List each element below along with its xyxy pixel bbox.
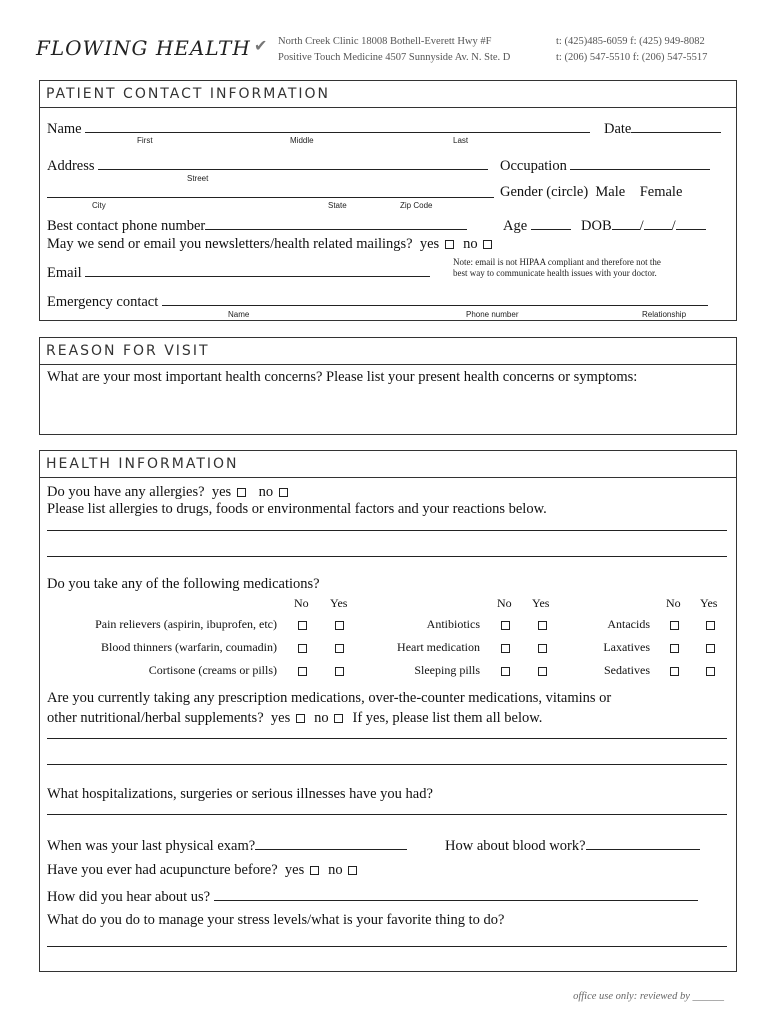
- rx-question-2: other nutritional/herbal supplements? yes no If yes, please list them all below.: [47, 710, 543, 726]
- referral-question: How did you hear about us?: [47, 887, 698, 906]
- med-antibiotics: Antibiotics: [426, 617, 480, 631]
- med-blood-thinners: Blood thinners (warfarin, coumadin): [101, 640, 277, 654]
- state-hint: State: [328, 201, 347, 210]
- rx-question-1: Are you currently taking any prescription medications, over-the-counter medications, vitamins or: [47, 690, 612, 706]
- city-state-zip-field[interactable]: [47, 184, 494, 198]
- referral-field[interactable]: [214, 887, 698, 901]
- street-field[interactable]: [98, 156, 488, 170]
- gender-female[interactable]: Female: [639, 184, 683, 200]
- hospitalization-question: What hospitalizations, surgeries or serious illnesses have you had?: [47, 786, 433, 802]
- antibiotics-no-checkbox[interactable]: [501, 621, 510, 630]
- dob-label: DOB / /: [581, 216, 706, 235]
- gender-male[interactable]: Male: [595, 184, 626, 200]
- heart-yes-checkbox[interactable]: [538, 644, 547, 653]
- gender-label: Gender (circle) Male Female: [500, 184, 683, 200]
- phone-label: Best contact phone number: [47, 216, 467, 235]
- med-pain-relievers: Pain relievers (aspirin, ibuprofen, etc): [95, 617, 277, 631]
- meds-question: Do you take any of the following medications?: [47, 576, 320, 592]
- last-hint: Last: [453, 136, 469, 145]
- blood-thinners-no-checkbox[interactable]: [298, 644, 307, 653]
- zip-hint: Zip Code: [400, 201, 433, 210]
- col1-yes: Yes: [330, 596, 348, 610]
- dob-day[interactable]: [644, 216, 672, 230]
- rx-line-2[interactable]: [47, 764, 727, 765]
- occupation-field[interactable]: [570, 156, 710, 170]
- sedatives-yes-checkbox[interactable]: [706, 667, 715, 676]
- clinic-address-1: North Creek Clinic 18008 Bothell-Everett Hwy #F: [278, 36, 492, 47]
- reason-answer-area[interactable]: [47, 390, 727, 428]
- dob-month[interactable]: [612, 216, 640, 230]
- med-cortisone: Cortisone (creams or pills): [148, 663, 277, 677]
- middle-hint: Middle: [290, 136, 314, 145]
- med-antacids: Antacids: [607, 617, 650, 631]
- allergies-line-1[interactable]: [47, 530, 727, 531]
- name-label: Name: [47, 119, 590, 138]
- emergency-field[interactable]: [162, 292, 708, 306]
- col1-no: No: [294, 596, 309, 610]
- allergies-instruction: Please list allergies to drugs, foods or environmental factors and your reactions below.: [47, 501, 547, 517]
- ec-name-hint: Name: [228, 310, 250, 319]
- sleeping-yes-checkbox[interactable]: [538, 667, 547, 676]
- phone-field[interactable]: [205, 216, 467, 230]
- acupuncture-no-checkbox[interactable]: [348, 866, 357, 875]
- city-hint: City: [92, 201, 106, 210]
- stress-line[interactable]: [47, 946, 727, 947]
- office-use-note: office use only: reviewed by ______: [573, 991, 724, 1002]
- hospitalization-line[interactable]: [47, 814, 727, 815]
- date-label: Date: [604, 119, 721, 138]
- cortisone-no-checkbox[interactable]: [298, 667, 307, 676]
- blood-thinners-yes-checkbox[interactable]: [335, 644, 344, 653]
- allergies-yes-checkbox[interactable]: [237, 488, 246, 497]
- email-note-2: best way to communicate health issues with your doctor.: [453, 268, 657, 278]
- exam-field[interactable]: [255, 836, 407, 850]
- sleeping-no-checkbox[interactable]: [501, 667, 510, 676]
- logo: FLOWING HEALTH: [36, 36, 251, 60]
- date-field[interactable]: [631, 119, 721, 133]
- emergency-label: Emergency contact: [47, 292, 708, 311]
- section-title: PATIENT CONTACT INFORMATION: [40, 81, 736, 108]
- name-field[interactable]: [85, 119, 590, 133]
- antibiotics-yes-checkbox[interactable]: [538, 621, 547, 630]
- bloodwork-field[interactable]: [586, 836, 700, 850]
- first-hint: First: [137, 136, 153, 145]
- rx-no-checkbox[interactable]: [334, 714, 343, 723]
- med-sleeping: Sleeping pills: [414, 663, 480, 677]
- allergies-question: Do you have any allergies? yes no: [47, 484, 290, 501]
- section-title: REASON FOR VISIT: [40, 338, 736, 365]
- newsletter-yes-checkbox[interactable]: [445, 240, 454, 249]
- allergies-no-checkbox[interactable]: [279, 488, 288, 497]
- reason-question: What are your most important health concerns? Please list your present health concerns or symptoms:: [47, 369, 638, 385]
- antacids-no-checkbox[interactable]: [670, 621, 679, 630]
- email-note-1: Note: email is not HIPAA compliant and therefore not the: [453, 257, 661, 267]
- section-title: HEALTH INFORMATION: [40, 451, 736, 478]
- email-field[interactable]: [85, 263, 430, 277]
- email-label: Email: [47, 263, 430, 282]
- acupuncture-yes-checkbox[interactable]: [310, 866, 319, 875]
- address-label: Address: [47, 156, 488, 175]
- ec-relationship-hint: Relationship: [642, 310, 687, 319]
- allergies-line-2[interactable]: [47, 556, 727, 557]
- antacids-yes-checkbox[interactable]: [706, 621, 715, 630]
- laxatives-yes-checkbox[interactable]: [706, 644, 715, 653]
- rx-line-1[interactable]: [47, 738, 727, 739]
- col2-yes: Yes: [532, 596, 550, 610]
- pain-relievers-yes-checkbox[interactable]: [335, 621, 344, 630]
- med-heart: Heart medication: [397, 640, 480, 654]
- clinic-phone-1: t: (425)485-6059 f: (425) 949-8082: [556, 36, 705, 47]
- age-field[interactable]: [531, 216, 571, 230]
- dob-year[interactable]: [676, 216, 706, 230]
- street-hint: Street: [187, 174, 209, 183]
- newsletter-question: May we send or email you newsletters/health related mailings? yes no: [47, 236, 494, 253]
- clinic-phone-2: t: (206) 547-5510 f: (206) 547-5517: [556, 52, 708, 63]
- ec-phone-hint: Phone number: [466, 310, 519, 319]
- exam-question: When was your last physical exam?: [47, 836, 407, 855]
- occupation-label: Occupation: [500, 156, 710, 175]
- col3-no: No: [666, 596, 681, 610]
- bloodwork-question: How about blood work?: [445, 836, 700, 855]
- med-sedatives: Sedatives: [604, 663, 650, 677]
- leaf-icon: ✔: [254, 38, 268, 55]
- stress-question: What do you do to manage your stress levels/what is your favorite thing to do?: [47, 912, 505, 928]
- heart-no-checkbox[interactable]: [501, 644, 510, 653]
- newsletter-no-checkbox[interactable]: [483, 240, 492, 249]
- pain-relievers-no-checkbox[interactable]: [298, 621, 307, 630]
- clinic-address-2: Positive Touch Medicine 4507 Sunnyside Av. N. Ste. D: [278, 52, 511, 63]
- acupuncture-question: Have you ever had acupuncture before? yes no: [47, 862, 359, 879]
- col3-yes: Yes: [700, 596, 718, 610]
- col2-no: No: [497, 596, 512, 610]
- sedatives-no-checkbox[interactable]: [670, 667, 679, 676]
- age-label: Age: [503, 216, 571, 235]
- cortisone-yes-checkbox[interactable]: [335, 667, 344, 676]
- med-laxatives: Laxatives: [603, 640, 650, 654]
- laxatives-no-checkbox[interactable]: [670, 644, 679, 653]
- rx-yes-checkbox[interactable]: [296, 714, 305, 723]
